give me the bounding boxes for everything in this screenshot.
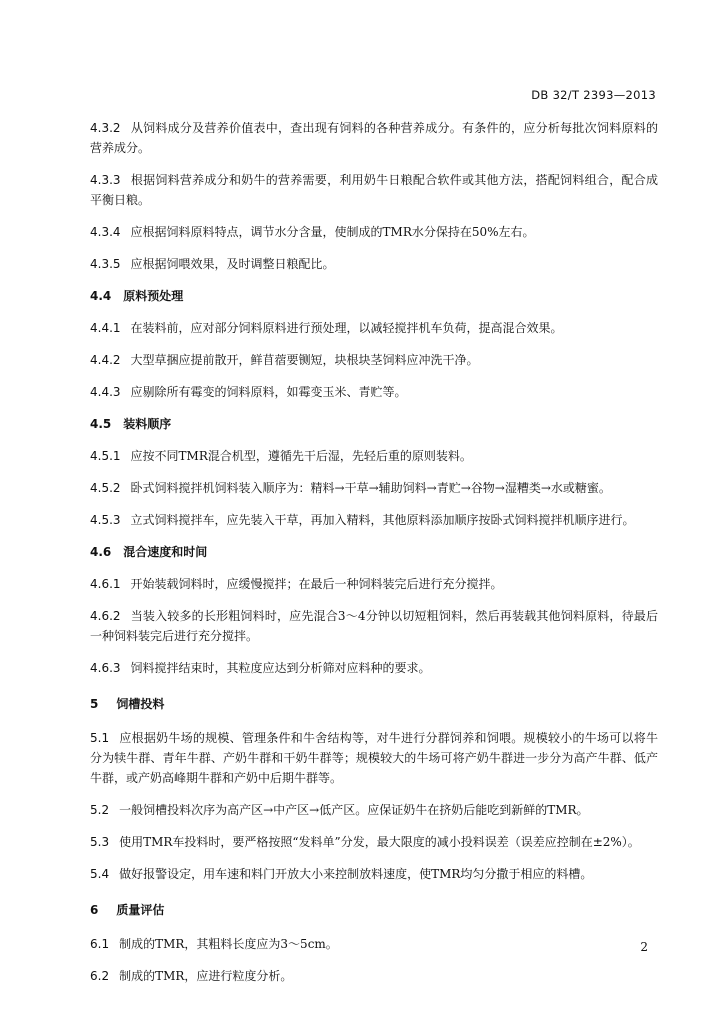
clause-text: 一般饲槽投料次序为高产区→中产区→低产区。应保证奶牛在挤奶后能吃到新鲜的TMR。 bbox=[119, 803, 589, 817]
clause-number: 4.6.3 bbox=[90, 661, 121, 675]
clause-number: 4.5.3 bbox=[90, 513, 121, 527]
document-id: DB 32/T 2393—2013 bbox=[531, 88, 656, 102]
clause-number: 5.3 bbox=[90, 835, 110, 849]
clause-number: 4.6.2 bbox=[90, 609, 121, 623]
page-number: 2 bbox=[640, 940, 648, 954]
clause-number: 4.6.1 bbox=[90, 577, 121, 591]
clause-text: 大型草捆应提前散开，鲜苜蓿要铡短，块根块茎饲料应冲洗干净。 bbox=[130, 353, 479, 367]
clause-number: 6.2 bbox=[90, 969, 110, 983]
clause-text: 在装料前，应对部分饲料原料进行预处理，以减轻搅拌机车负荷，提高混合效果。 bbox=[130, 321, 563, 335]
clause-paragraph bbox=[90, 170, 658, 210]
clause-number: 4.5 bbox=[90, 417, 112, 431]
clause-text: 应根据饲料原料特点，调节水分含量，使制成的TMR水分保持在50%左右。 bbox=[130, 225, 535, 239]
clause-paragraph bbox=[90, 864, 658, 884]
clause-paragraph bbox=[90, 966, 658, 986]
document-body bbox=[90, 118, 658, 998]
clause-paragraph bbox=[90, 606, 658, 646]
chapter-heading bbox=[90, 900, 658, 920]
clause-number: 5.2 bbox=[90, 803, 110, 817]
clause-text: 质量评估 bbox=[116, 903, 165, 917]
clause-paragraph bbox=[90, 446, 658, 466]
clause-number: 4.3.3 bbox=[90, 173, 121, 187]
clause-text: 应根据饲喂效果，及时调整日粮配比。 bbox=[130, 257, 335, 271]
clause-text: 根据饲料营养成分和奶牛的营养需要，利用奶牛日粮配合软件或其他方法，搭配饲料组合，配合成平衡日粮。 bbox=[90, 173, 658, 207]
clause-number: 4.3.4 bbox=[90, 225, 121, 239]
clause-text: 饲槽投料 bbox=[116, 697, 165, 711]
clause-number: 4.4.2 bbox=[90, 353, 121, 367]
clause-text: 制成的TMR，其粗料长度应为3～5cm。 bbox=[119, 937, 338, 951]
clause-text: 饲料搅拌结束时，其粒度应达到分析筛对应料种的要求。 bbox=[130, 661, 431, 675]
clause-number: 4.4 bbox=[90, 289, 112, 303]
section-heading bbox=[90, 542, 658, 562]
clause-number: 6.1 bbox=[90, 937, 110, 951]
clause-text: 开始装载饲料时，应缓慢搅拌；在最后一种饲料装完后进行充分搅拌。 bbox=[130, 577, 503, 591]
clause-number: 4.5.1 bbox=[90, 449, 121, 463]
clause-text: 从饲料成分及营养价值表中，查出现有饲料的各种营养成分。有条件的，应分析每批次饲料原料的营养成分。 bbox=[90, 121, 658, 155]
clause-paragraph bbox=[90, 254, 658, 274]
section-heading bbox=[90, 414, 658, 434]
clause-paragraph bbox=[90, 350, 658, 370]
clause-number: 4.4.1 bbox=[90, 321, 121, 335]
clause-paragraph bbox=[90, 382, 658, 402]
clause-text: 混合速度和时间 bbox=[123, 545, 208, 559]
clause-text: 制成的TMR，应进行粒度分析。 bbox=[119, 969, 293, 983]
clause-text: 应按不同TMR混合机型，遵循先干后湿，先轻后重的原则装料。 bbox=[130, 449, 472, 463]
section-heading bbox=[90, 286, 658, 306]
clause-number: 4.5.2 bbox=[90, 481, 121, 495]
clause-paragraph bbox=[90, 658, 658, 678]
clause-text: 立式饲料搅拌车，应先装入干草，再加入精料，其他原料添加顺序按卧式饲料搅拌机顺序进行。 bbox=[130, 513, 635, 527]
clause-text: 应剔除所有霉变的饲料原料，如霉变玉米、青贮等。 bbox=[130, 385, 407, 399]
clause-number: 5 bbox=[90, 697, 99, 711]
clause-number: 4.3.5 bbox=[90, 257, 121, 271]
clause-paragraph bbox=[90, 478, 658, 498]
clause-number: 6 bbox=[90, 903, 99, 917]
clause-paragraph bbox=[90, 728, 658, 788]
clause-number: 5.4 bbox=[90, 867, 110, 881]
clause-paragraph bbox=[90, 222, 658, 242]
clause-paragraph bbox=[90, 510, 658, 530]
clause-text: 当装入较多的长形粗饲料时，应先混合3～4分钟以切短粗饲料，然后再装载其他饲料原料，待最后一种饲料装完后进行充分搅拌。 bbox=[90, 609, 658, 643]
clause-paragraph bbox=[90, 574, 658, 594]
clause-text: 装料顺序 bbox=[123, 417, 172, 431]
clause-paragraph bbox=[90, 832, 658, 852]
chapter-heading bbox=[90, 694, 658, 714]
clause-number: 4.4.3 bbox=[90, 385, 121, 399]
clause-text: 使用TMR车投料时，要严格按照“发料单”分发，最大限度的减小投料误差（误差应控制在±2%）。 bbox=[119, 835, 640, 849]
clause-number: 4.3.2 bbox=[90, 121, 121, 135]
clause-number: 4.6 bbox=[90, 545, 112, 559]
clause-text: 原料预处理 bbox=[123, 289, 184, 303]
clause-paragraph bbox=[90, 934, 658, 954]
clause-paragraph bbox=[90, 118, 658, 158]
clause-text: 做好报警设定，用车速和料门开放大小来控制放料速度，使TMR均匀分撒于相应的料槽。 bbox=[119, 867, 593, 881]
clause-text: 卧式饲料搅拌机饲料装入顺序为：精料→干草→辅助饲料→青贮→谷物→湿糟类→水或糖蜜。 bbox=[130, 481, 611, 495]
clause-text: 应根据奶牛场的规模、管理条件和牛舍结构等，对牛进行分群饲养和饲喂。规模较小的牛场可以将牛分为犊牛群、青年牛群、产奶牛群和干奶牛群等；规模较大的牛场可将产奶牛群进一步分为高产牛群、低产牛群，或产奶高峰期牛群和产奶中后期牛群等。 bbox=[90, 731, 658, 785]
clause-number: 5.1 bbox=[90, 731, 110, 745]
clause-paragraph bbox=[90, 800, 658, 820]
clause-paragraph bbox=[90, 318, 658, 338]
